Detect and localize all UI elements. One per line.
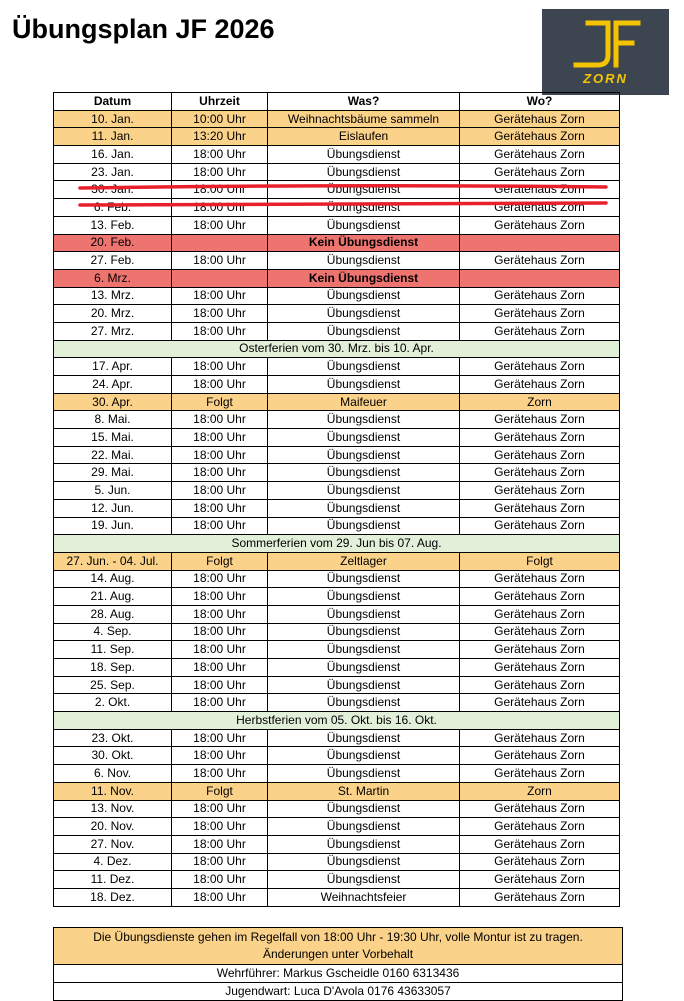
location-cell: Gerätehaus Zorn (460, 835, 620, 853)
time-cell: 10:00 Uhr (172, 110, 268, 128)
location-cell: Gerätehaus Zorn (460, 358, 620, 376)
location-cell: Gerätehaus Zorn (460, 464, 620, 482)
footer-note-row (54, 928, 623, 965)
location-cell: Gerätehaus Zorn (460, 181, 620, 199)
date-cell: 13. Mrz. (54, 287, 172, 305)
table-row (54, 747, 620, 765)
event-cell: Übungsdienst (268, 287, 460, 305)
time-cell: 18:00 Uhr (172, 464, 268, 482)
table-row (54, 482, 620, 500)
location-cell: Gerätehaus Zorn (460, 694, 620, 712)
location-cell: Gerätehaus Zorn (460, 499, 620, 517)
time-cell: 13:20 Uhr (172, 128, 268, 146)
table-row (54, 287, 620, 305)
date-cell: 2. Okt. (54, 694, 172, 712)
time-cell: 18:00 Uhr (172, 358, 268, 376)
table-row (54, 269, 620, 287)
event-cell: Übungsdienst (268, 835, 460, 853)
time-cell: 18:00 Uhr (172, 800, 268, 818)
date-cell: 21. Aug. (54, 588, 172, 606)
footer-note-line1: Die Übungsdienste gehen im Regelfall von 18:00 Uhr - 19:30 Uhr, volle Montur ist zu tragen. (93, 930, 583, 944)
table-row (54, 659, 620, 677)
jf-zorn-logo (542, 9, 669, 95)
date-cell: 19. Jun. (54, 517, 172, 535)
time-cell: 18:00 Uhr (172, 287, 268, 305)
location-cell: Gerätehaus Zorn (460, 376, 620, 394)
location-cell: Gerätehaus Zorn (460, 146, 620, 164)
footer-note (54, 928, 623, 965)
event-cell: Übungsdienst (268, 252, 460, 270)
date-cell: 17. Apr. (54, 358, 172, 376)
date-cell: 27. Feb. (54, 252, 172, 270)
event-cell: Übungsdienst (268, 181, 460, 199)
event-cell: Weihnachtsfeier (268, 888, 460, 906)
time-cell: 18:00 Uhr (172, 570, 268, 588)
schedule-table (53, 92, 620, 907)
table-row (54, 376, 620, 394)
date-cell: 6. Feb. (54, 199, 172, 217)
location-cell: Gerätehaus Zorn (460, 446, 620, 464)
date-cell: 4. Sep. (54, 623, 172, 641)
event-cell: Übungsdienst (268, 871, 460, 889)
table-row (54, 181, 620, 199)
footer-wehrfuehrer: Wehrführer: Markus Gscheidle 0160 6313436 (54, 965, 623, 983)
event-cell: Übungsdienst (268, 570, 460, 588)
table-row (54, 146, 620, 164)
holiday-row (54, 712, 620, 730)
location-cell: Gerätehaus Zorn (460, 163, 620, 181)
holiday-cell: Osterferien vom 30. Mrz. bis 10. Apr. (54, 340, 620, 358)
time-cell (172, 269, 268, 287)
event-cell: Kein Übungsdienst (268, 269, 460, 287)
time-cell: 18:00 Uhr (172, 305, 268, 323)
location-cell: Gerätehaus Zorn (460, 517, 620, 535)
table-row (54, 517, 620, 535)
table-row (54, 358, 620, 376)
date-cell: 5. Jun. (54, 482, 172, 500)
holiday-cell: Herbstferien vom 05. Okt. bis 16. Okt. (54, 712, 620, 730)
time-cell: 18:00 Uhr (172, 429, 268, 447)
time-cell: Folgt (172, 552, 268, 570)
event-cell: Übungsdienst (268, 305, 460, 323)
table-row (54, 871, 620, 889)
time-cell: 18:00 Uhr (172, 623, 268, 641)
table-row (54, 429, 620, 447)
date-cell: 23. Jan. (54, 163, 172, 181)
time-cell: 18:00 Uhr (172, 641, 268, 659)
event-cell: Übungsdienst (268, 747, 460, 765)
location-cell: Gerätehaus Zorn (460, 128, 620, 146)
location-cell: Zorn (460, 782, 620, 800)
time-cell: 18:00 Uhr (172, 322, 268, 340)
event-cell: Übungsdienst (268, 199, 460, 217)
date-cell: 14. Aug. (54, 570, 172, 588)
table-row (54, 163, 620, 181)
time-cell: 18:00 Uhr (172, 517, 268, 535)
table-row (54, 128, 620, 146)
date-cell: 4. Dez. (54, 853, 172, 871)
location-cell: Zorn (460, 393, 620, 411)
table-header-row (54, 93, 620, 111)
holiday-row (54, 535, 620, 553)
event-cell: Übungsdienst (268, 429, 460, 447)
event-cell: Übungsdienst (268, 641, 460, 659)
event-cell: Übungsdienst (268, 623, 460, 641)
date-cell: 30. Apr. (54, 393, 172, 411)
event-cell: Übungsdienst (268, 659, 460, 677)
event-cell: St. Martin (268, 782, 460, 800)
location-cell: Gerätehaus Zorn (460, 305, 620, 323)
table-row (54, 853, 620, 871)
date-cell: 20. Feb. (54, 234, 172, 252)
location-cell: Gerätehaus Zorn (460, 853, 620, 871)
table-row (54, 605, 620, 623)
time-cell: 18:00 Uhr (172, 888, 268, 906)
table-row (54, 322, 620, 340)
location-cell: Gerätehaus Zorn (460, 110, 620, 128)
date-cell: 30. Jan. (54, 181, 172, 199)
table-row (54, 393, 620, 411)
location-cell: Gerätehaus Zorn (460, 216, 620, 234)
date-cell: 29. Mai. (54, 464, 172, 482)
footer-jugendwart: Jugendwart: Luca D'Avola 0176 43633057 (54, 983, 623, 1001)
page-title: Übungsplan JF 2026 (12, 14, 275, 44)
date-cell: 11. Nov. (54, 782, 172, 800)
location-cell: Folgt (460, 552, 620, 570)
date-cell: 10. Jan. (54, 110, 172, 128)
time-cell: 18:00 Uhr (172, 853, 268, 871)
date-cell: 24. Apr. (54, 376, 172, 394)
footer-info (53, 927, 623, 1001)
location-cell: Gerätehaus Zorn (460, 676, 620, 694)
location-cell: Gerätehaus Zorn (460, 482, 620, 500)
time-cell: 18:00 Uhr (172, 216, 268, 234)
location-cell: Gerätehaus Zorn (460, 570, 620, 588)
time-cell: 18:00 Uhr (172, 146, 268, 164)
event-cell: Übungsdienst (268, 499, 460, 517)
event-cell: Übungsdienst (268, 376, 460, 394)
event-cell: Übungsdienst (268, 322, 460, 340)
table-row (54, 110, 620, 128)
table-row (54, 888, 620, 906)
time-cell: 18:00 Uhr (172, 411, 268, 429)
time-cell: 18:00 Uhr (172, 729, 268, 747)
date-cell: 11. Sep. (54, 641, 172, 659)
table-row (54, 676, 620, 694)
table-row (54, 305, 620, 323)
location-cell: Gerätehaus Zorn (460, 659, 620, 677)
date-cell: 8. Mai. (54, 411, 172, 429)
time-cell: Folgt (172, 782, 268, 800)
time-cell: 18:00 Uhr (172, 659, 268, 677)
location-cell: Gerätehaus Zorn (460, 411, 620, 429)
time-cell: 18:00 Uhr (172, 605, 268, 623)
event-cell: Übungsdienst (268, 446, 460, 464)
date-cell: 18. Sep. (54, 659, 172, 677)
time-cell (172, 234, 268, 252)
location-cell: Gerätehaus Zorn (460, 322, 620, 340)
event-cell: Weihnachtsbäume sammeln (268, 110, 460, 128)
event-cell: Übungsdienst (268, 482, 460, 500)
date-cell: 11. Jan. (54, 128, 172, 146)
table-row (54, 570, 620, 588)
table-row (54, 623, 620, 641)
event-cell: Übungsdienst (268, 765, 460, 783)
event-cell: Übungsdienst (268, 411, 460, 429)
time-cell: 18:00 Uhr (172, 588, 268, 606)
footer-note-line2: Änderungen unter Vorbehalt (262, 947, 414, 961)
table-row (54, 765, 620, 783)
event-cell: Übungsdienst (268, 358, 460, 376)
location-cell: Gerätehaus Zorn (460, 588, 620, 606)
table-row (54, 216, 620, 234)
time-cell: 18:00 Uhr (172, 835, 268, 853)
time-cell: 18:00 Uhr (172, 499, 268, 517)
time-cell: 18:00 Uhr (172, 199, 268, 217)
footer-jugendwart-row (54, 983, 623, 1001)
date-cell: 18. Dez. (54, 888, 172, 906)
date-cell: 30. Okt. (54, 747, 172, 765)
location-cell (460, 269, 620, 287)
event-cell: Übungsdienst (268, 818, 460, 836)
table-row (54, 252, 620, 270)
table-row (54, 588, 620, 606)
table-row (54, 464, 620, 482)
table-row (54, 782, 620, 800)
event-cell: Maifeuer (268, 393, 460, 411)
event-cell: Übungsdienst (268, 853, 460, 871)
event-cell: Übungsdienst (268, 694, 460, 712)
date-cell: 27. Mrz. (54, 322, 172, 340)
location-cell: Gerätehaus Zorn (460, 287, 620, 305)
footer-wehrfuehrer-row (54, 965, 623, 983)
event-cell: Übungsdienst (268, 146, 460, 164)
date-cell: 25. Sep. (54, 676, 172, 694)
location-cell: Gerätehaus Zorn (460, 641, 620, 659)
time-cell: 18:00 Uhr (172, 871, 268, 889)
date-cell: 13. Feb. (54, 216, 172, 234)
table-row (54, 234, 620, 252)
header-was: Was? (268, 93, 460, 111)
table-row (54, 818, 620, 836)
time-cell: 18:00 Uhr (172, 765, 268, 783)
event-cell: Übungsdienst (268, 729, 460, 747)
location-cell: Gerätehaus Zorn (460, 747, 620, 765)
date-cell: 27. Nov. (54, 835, 172, 853)
logo-text: ZORN (583, 71, 628, 86)
date-cell: 28. Aug. (54, 605, 172, 623)
location-cell: Gerätehaus Zorn (460, 729, 620, 747)
location-cell (460, 234, 620, 252)
table-row (54, 552, 620, 570)
time-cell: 18:00 Uhr (172, 747, 268, 765)
location-cell: Gerätehaus Zorn (460, 252, 620, 270)
time-cell: 18:00 Uhr (172, 694, 268, 712)
header-datum: Datum (54, 93, 172, 111)
date-cell: 6. Mrz. (54, 269, 172, 287)
event-cell: Eislaufen (268, 128, 460, 146)
table-row (54, 499, 620, 517)
time-cell: Folgt (172, 393, 268, 411)
time-cell: 18:00 Uhr (172, 482, 268, 500)
time-cell: 18:00 Uhr (172, 376, 268, 394)
event-cell: Übungsdienst (268, 216, 460, 234)
event-cell: Übungsdienst (268, 605, 460, 623)
location-cell: Gerätehaus Zorn (460, 429, 620, 447)
table-row (54, 800, 620, 818)
table-row (54, 694, 620, 712)
date-cell: 20. Mrz. (54, 305, 172, 323)
location-cell: Gerätehaus Zorn (460, 765, 620, 783)
date-cell: 16. Jan. (54, 146, 172, 164)
location-cell: Gerätehaus Zorn (460, 871, 620, 889)
date-cell: 15. Mai. (54, 429, 172, 447)
location-cell: Gerätehaus Zorn (460, 800, 620, 818)
location-cell: Gerätehaus Zorn (460, 888, 620, 906)
header-wo: Wo? (460, 93, 620, 111)
holiday-cell: Sommerferien vom 29. Jun bis 07. Aug. (54, 535, 620, 553)
date-cell: 13. Nov. (54, 800, 172, 818)
time-cell: 18:00 Uhr (172, 181, 268, 199)
table-row (54, 729, 620, 747)
location-cell: Gerätehaus Zorn (460, 199, 620, 217)
event-cell: Übungsdienst (268, 588, 460, 606)
time-cell: 18:00 Uhr (172, 676, 268, 694)
date-cell: 22. Mai. (54, 446, 172, 464)
table-row (54, 446, 620, 464)
table-row (54, 835, 620, 853)
event-cell: Zeltlager (268, 552, 460, 570)
table-row (54, 641, 620, 659)
time-cell: 18:00 Uhr (172, 446, 268, 464)
event-cell: Übungsdienst (268, 464, 460, 482)
date-cell: 27. Jun. - 04. Jul. (54, 552, 172, 570)
location-cell: Gerätehaus Zorn (460, 623, 620, 641)
date-cell: 20. Nov. (54, 818, 172, 836)
event-cell: Übungsdienst (268, 517, 460, 535)
location-cell: Gerätehaus Zorn (460, 605, 620, 623)
event-cell: Kein Übungsdienst (268, 234, 460, 252)
time-cell: 18:00 Uhr (172, 818, 268, 836)
location-cell: Gerätehaus Zorn (460, 818, 620, 836)
date-cell: 23. Okt. (54, 729, 172, 747)
holiday-row (54, 340, 620, 358)
header-uhrzeit: Uhrzeit (172, 93, 268, 111)
time-cell: 18:00 Uhr (172, 163, 268, 181)
date-cell: 11. Dez. (54, 871, 172, 889)
event-cell: Übungsdienst (268, 800, 460, 818)
table-row (54, 199, 620, 217)
schedule-body (54, 110, 620, 906)
time-cell: 18:00 Uhr (172, 252, 268, 270)
event-cell: Übungsdienst (268, 676, 460, 694)
table-row (54, 411, 620, 429)
event-cell: Übungsdienst (268, 163, 460, 181)
date-cell: 12. Jun. (54, 499, 172, 517)
date-cell: 6. Nov. (54, 765, 172, 783)
